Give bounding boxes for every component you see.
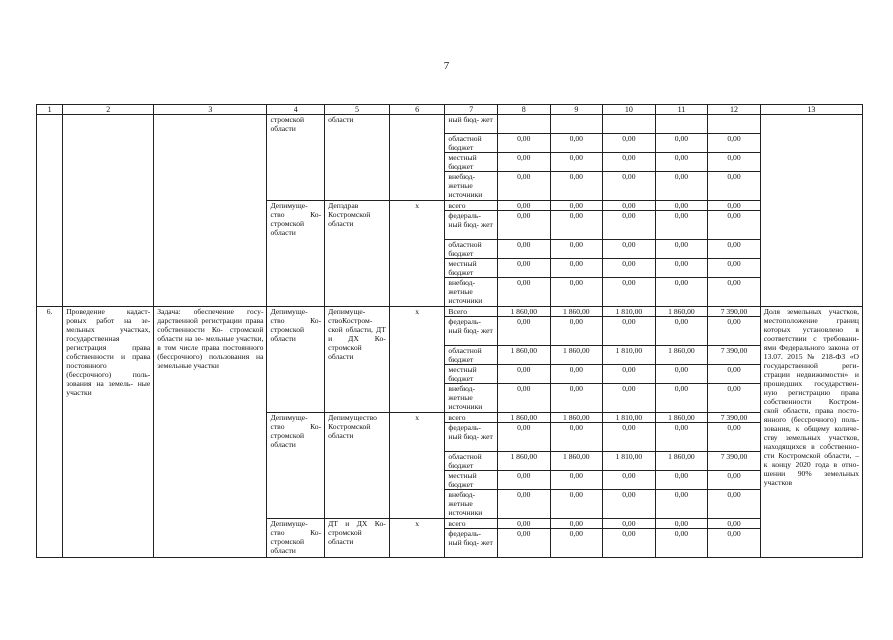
amount-cell: 0,00	[655, 365, 708, 384]
amount-cell: 0,00	[497, 211, 550, 240]
amount-cell: 0,00	[655, 134, 708, 153]
amount-cell: 0,00	[655, 384, 708, 413]
amount-cell: 0,00	[603, 201, 656, 211]
amount-cell: 0,00	[655, 278, 708, 307]
amount-cell: 0,00	[708, 471, 761, 490]
amount-cell: 0,00	[655, 490, 708, 519]
amount-cell: 1 860,00	[497, 452, 550, 471]
page-number: 7	[443, 60, 450, 72]
funding-source: всего	[445, 519, 498, 529]
period-cell: х	[389, 413, 445, 519]
amount-cell: 0,00	[655, 317, 708, 346]
amount-cell: 0,00	[550, 240, 603, 259]
amount-cell: 0,00	[603, 172, 656, 201]
column-number: 4	[267, 105, 325, 115]
amount-cell: 0,00	[550, 490, 603, 519]
amount-cell: 7 390,00	[708, 307, 761, 317]
amount-cell: 0,00	[655, 240, 708, 259]
amount-cell: 0,00	[550, 529, 603, 558]
amount-cell: 0,00	[708, 365, 761, 384]
amount-cell: 0,00	[603, 153, 656, 172]
amount-cell: 0,00	[708, 134, 761, 153]
column-number: 9	[550, 105, 603, 115]
amount-cell: 0,00	[497, 365, 550, 384]
table-row	[37, 115, 863, 134]
column-number: 7	[445, 105, 498, 115]
amount-cell: 1 810,00	[603, 413, 656, 423]
amount-cell: 0,00	[497, 471, 550, 490]
period-cell: х	[389, 307, 445, 413]
funding-source: федераль- ный бюд- жет	[445, 423, 498, 452]
period-cell: х	[389, 519, 445, 558]
amount-cell: 0,00	[708, 278, 761, 307]
period-cell: х	[389, 201, 445, 307]
column-number: 5	[325, 105, 390, 115]
amount-cell: 0,00	[708, 201, 761, 211]
amount-cell: 0,00	[708, 529, 761, 558]
amount-cell: 1 860,00	[655, 452, 708, 471]
amount-cell: 0,00	[550, 384, 603, 413]
funding-source: областной бюджет	[445, 346, 498, 365]
amount-cell: 0,00	[603, 529, 656, 558]
event-name	[63, 115, 154, 307]
amount-cell: 0,00	[497, 384, 550, 413]
amount-cell: 0,00	[655, 471, 708, 490]
amount-cell: 0,00	[655, 423, 708, 452]
amount-cell: 0,00	[497, 317, 550, 346]
funding-source: областной бюджет	[445, 134, 498, 153]
responsible-executor: Депимуще- ство Ко- стромской области	[267, 307, 325, 413]
amount-cell: 1 860,00	[497, 413, 550, 423]
amount-cell: 1 810,00	[603, 346, 656, 365]
funding-source: всего	[445, 413, 498, 423]
amount-cell: 0,00	[497, 240, 550, 259]
funding-source: областной бюджет	[445, 452, 498, 471]
amount-cell: 7 390,00	[708, 452, 761, 471]
amount-cell: 0,00	[708, 211, 761, 240]
column-number-row	[37, 105, 863, 115]
program-table	[36, 104, 863, 558]
amount-cell: 1 860,00	[550, 413, 603, 423]
funding-source: местный бюджет	[445, 153, 498, 172]
responsible-executor: Депимуще- ство Ко- стромской области	[267, 519, 325, 558]
amount-cell: 0,00	[708, 423, 761, 452]
funding-source: внебюд- жетные источники	[445, 172, 498, 201]
funding-source: областной бюджет	[445, 240, 498, 259]
funding-source: внебюд- жетные источники	[445, 384, 498, 413]
amount-cell: 0,00	[708, 240, 761, 259]
amount-cell: 0,00	[603, 423, 656, 452]
amount-cell: 0,00	[655, 519, 708, 529]
amount-cell: 0,00	[497, 519, 550, 529]
column-number: 10	[603, 105, 656, 115]
column-number: 8	[497, 105, 550, 115]
funding-source: местный бюджет	[445, 365, 498, 384]
funding-source: местный бюджет	[445, 259, 498, 278]
participant: области	[325, 115, 390, 201]
event-name: Проведение кадаст- ровых работ на зе- мельных участках, государственная регистрация права собственности и права постоянного (бессрочного) поль- зования на земель- ные участки	[63, 307, 154, 558]
amount-cell: 0,00	[655, 211, 708, 240]
amount-cell: 0,00	[708, 317, 761, 346]
amount-cell: 0,00	[497, 259, 550, 278]
amount-cell: 0,00	[655, 259, 708, 278]
amount-cell: 0,00	[655, 201, 708, 211]
responsible-executor: Депимуще- ство Ко- стромской области	[267, 201, 325, 307]
amount-cell: 0,00	[497, 529, 550, 558]
table-row	[37, 307, 863, 317]
amount-cell: 0,00	[550, 211, 603, 240]
column-number: 12	[708, 105, 761, 115]
amount-cell: 0,00	[603, 384, 656, 413]
target-indicator	[760, 115, 862, 307]
target-indicator: Доля земельных участков, местоположение границ которых установлено в соответствии с требовани- ями Федерального закона от 13.07. 2015 № 218-ФЗ «О государственной реги- страции недвижимости» и прошедших государствен- ную регистрацию права собственности Костром- ской области, права посто- янного (бессрочного) поль- зования, к общему количе- ству земельных участков, находящихся в собственно- сти Костромской области, – к концу 2020 года в отно- шении 90% земельных участков	[760, 307, 862, 558]
column-number: 1	[37, 105, 63, 115]
funding-source: федераль- ный бюд- жет	[445, 317, 498, 346]
participant: ДТ и ДХ Ко- стромской области	[325, 519, 390, 558]
funding-source: федераль- ный бюд- жет	[445, 529, 498, 558]
amount-cell: 0,00	[708, 259, 761, 278]
amount-cell: 0,00	[655, 529, 708, 558]
amount-cell: 1 860,00	[655, 307, 708, 317]
participant: Депимущество Костромской области	[325, 413, 390, 519]
funding-source: внебюд- жетные источники	[445, 490, 498, 519]
amount-cell: 1 860,00	[550, 452, 603, 471]
amount-cell: 0,00	[550, 471, 603, 490]
amount-cell: 7 390,00	[708, 413, 761, 423]
amount-cell: 0,00	[550, 519, 603, 529]
amount-cell: 0,00	[603, 471, 656, 490]
column-number: 11	[655, 105, 708, 115]
amount-cell: 1 860,00	[497, 346, 550, 365]
amount-cell: 0,00	[603, 490, 656, 519]
amount-cell: 0,00	[550, 259, 603, 278]
amount-cell	[708, 115, 761, 134]
amount-cell: 0,00	[603, 317, 656, 346]
funding-source: всего	[445, 201, 498, 211]
amount-cell: 1 810,00	[603, 452, 656, 471]
amount-cell: 0,00	[708, 490, 761, 519]
amount-cell: 0,00	[497, 278, 550, 307]
amount-cell: 1 860,00	[655, 346, 708, 365]
funding-source: ный бюд- жет	[445, 115, 498, 134]
amount-cell	[603, 115, 656, 134]
amount-cell: 0,00	[708, 153, 761, 172]
amount-cell: 7 390,00	[708, 346, 761, 365]
amount-cell	[497, 115, 550, 134]
amount-cell: 0,00	[655, 172, 708, 201]
amount-cell: 0,00	[550, 423, 603, 452]
amount-cell: 0,00	[603, 240, 656, 259]
participant: Депздрав Костромской области	[325, 201, 390, 307]
period-cell	[389, 115, 445, 201]
amount-cell: 0,00	[497, 153, 550, 172]
amount-cell: 0,00	[603, 519, 656, 529]
row-number	[37, 115, 63, 307]
amount-cell: 0,00	[550, 134, 603, 153]
amount-cell: 1 860,00	[550, 346, 603, 365]
amount-cell: 0,00	[603, 211, 656, 240]
amount-cell: 0,00	[497, 134, 550, 153]
funding-source: Всего	[445, 307, 498, 317]
amount-cell: 0,00	[550, 317, 603, 346]
amount-cell: 1 860,00	[655, 413, 708, 423]
amount-cell: 0,00	[550, 172, 603, 201]
amount-cell	[550, 115, 603, 134]
amount-cell: 0,00	[550, 365, 603, 384]
amount-cell: 1 860,00	[550, 307, 603, 317]
column-number: 3	[154, 105, 267, 115]
amount-cell: 0,00	[708, 172, 761, 201]
amount-cell: 0,00	[497, 490, 550, 519]
amount-cell: 0,00	[655, 153, 708, 172]
amount-cell	[655, 115, 708, 134]
row-number: 6.	[37, 307, 63, 558]
amount-cell: 0,00	[708, 519, 761, 529]
funding-source: федераль- ный бюд- жет	[445, 211, 498, 240]
amount-cell: 0,00	[603, 259, 656, 278]
amount-cell: 0,00	[550, 201, 603, 211]
amount-cell: 0,00	[708, 384, 761, 413]
task-description	[154, 115, 267, 307]
amount-cell: 0,00	[497, 201, 550, 211]
amount-cell: 1 810,00	[603, 307, 656, 317]
funding-source: внебюд- жетные источники	[445, 278, 498, 307]
amount-cell: 0,00	[603, 134, 656, 153]
amount-cell: 0,00	[550, 153, 603, 172]
amount-cell: 0,00	[603, 278, 656, 307]
amount-cell: 1 860,00	[497, 307, 550, 317]
participant: Депимуще- ствоКостром- ской области, ДТ и ДХ Ко- стромской области	[325, 307, 390, 413]
column-number: 6	[389, 105, 445, 115]
funding-source: местный бюджет	[445, 471, 498, 490]
amount-cell: 0,00	[550, 278, 603, 307]
responsible-executor: Депимуще- ство Ко- стромской области	[267, 413, 325, 519]
responsible-executor: стромской области	[267, 115, 325, 201]
column-number: 2	[63, 105, 154, 115]
amount-cell: 0,00	[497, 423, 550, 452]
amount-cell: 0,00	[603, 365, 656, 384]
task-description: Задача: обеспечение госу- дарственной регистрации права собственности Ко- стромской области на зе- мельные участки, в том числе права постоянного (бессрочного) пользования на земельные участки	[154, 307, 267, 558]
column-number: 13	[760, 105, 862, 115]
amount-cell: 0,00	[497, 172, 550, 201]
